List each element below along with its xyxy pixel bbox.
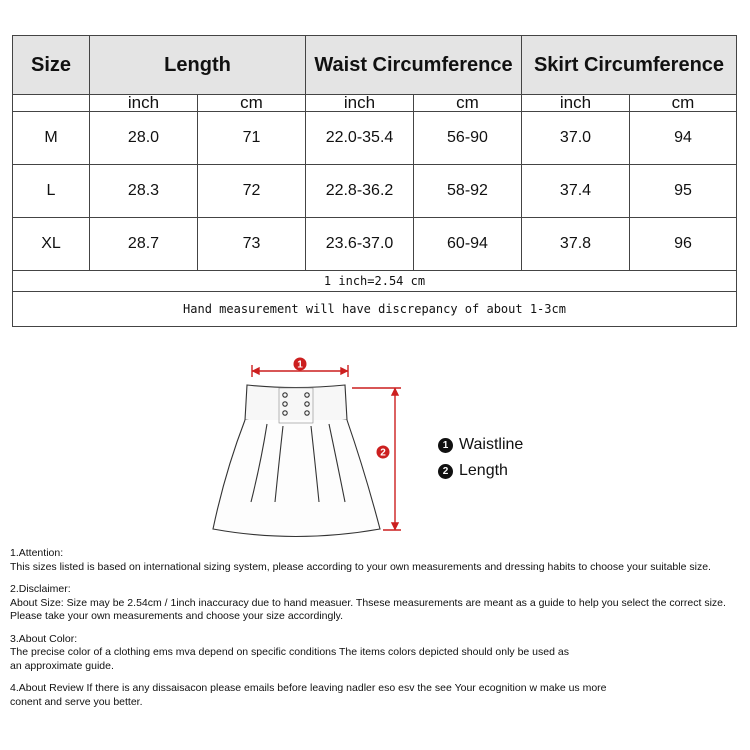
- table-cell: 22.0-35.4: [306, 112, 414, 165]
- table-cell: 72: [198, 165, 306, 218]
- size-label: XL: [13, 218, 90, 271]
- measurement-legend: [438, 432, 523, 484]
- table-cell: 37.0: [522, 112, 630, 165]
- legend-item-waistline: [438, 432, 523, 458]
- skirt-diagram: [195, 352, 425, 542]
- table-cell: 28.7: [90, 218, 198, 271]
- legend-number: 1: [438, 438, 453, 453]
- table-cell: 37.8: [522, 218, 630, 271]
- discrepancy-note-row: [13, 292, 737, 327]
- note-attention: [10, 547, 745, 574]
- header-row: [13, 36, 737, 95]
- legend-label: Waistline: [459, 436, 524, 453]
- note-line: conent and serve you better.: [10, 695, 143, 708]
- unit-cell: cm: [414, 95, 522, 112]
- note-line: About Size: Size may be 2.54cm / 1inch inaccuracy due to hand measuer. Thsese measurements are meant as a guide to help you select the correct size.: [10, 596, 726, 609]
- size-label: L: [13, 165, 90, 218]
- svg-text:1: 1: [297, 359, 303, 371]
- note-line: 1.Attention:: [10, 547, 64, 559]
- table-cell: 96: [630, 218, 737, 271]
- note-disclaimer: [10, 583, 745, 624]
- note-line: 4.About Review If there is any dissaisacon please emails before leaving nadler eso esv the see Your ecognition w make us more: [10, 682, 607, 694]
- note-line: 2.Disclaimer:: [10, 583, 71, 595]
- note-line: 3.About Color:: [10, 632, 78, 645]
- note-color: [10, 633, 745, 674]
- units-row: [13, 95, 737, 112]
- table-cell: 95: [630, 165, 737, 218]
- table-cell: 94: [630, 112, 737, 165]
- table-cell: 71: [198, 112, 306, 165]
- legend-label: Length: [459, 462, 508, 479]
- table-row: [13, 165, 737, 218]
- units-empty-cell: [13, 95, 90, 112]
- unit-cell: inch: [90, 95, 198, 112]
- marker-waistline: [294, 358, 307, 371]
- header-length: Length: [90, 36, 306, 95]
- legend-item-length: [438, 458, 523, 484]
- skirt-illustration: [213, 385, 380, 537]
- svg-text:2: 2: [380, 447, 386, 459]
- notes-section: [10, 547, 745, 718]
- table-cell: 58-92: [414, 165, 522, 218]
- table-cell: 60-94: [414, 218, 522, 271]
- conversion-note: 1 inch=2.54 cm: [13, 271, 737, 292]
- table-cell: 28.3: [90, 165, 198, 218]
- unit-cell: inch: [306, 95, 414, 112]
- table-cell: 73: [198, 218, 306, 271]
- unit-cell: inch: [522, 95, 630, 112]
- table-row: [13, 112, 737, 165]
- marker-length: [377, 446, 390, 459]
- note-line: Please take your own measurements and choose your size accordingly.: [10, 610, 344, 622]
- note-line: The precise color of a clothing ems mva depend on specific conditions The items colors depicted should only be used as: [10, 646, 569, 658]
- table-cell: 22.8-36.2: [306, 165, 414, 218]
- table-cell: 56-90: [414, 112, 522, 165]
- table-cell: 37.4: [522, 165, 630, 218]
- table-cell: 28.0: [90, 112, 198, 165]
- unit-cell: cm: [630, 95, 737, 112]
- unit-cell: cm: [198, 95, 306, 112]
- note-line: an approximate guide.: [10, 659, 114, 672]
- note-line: This sizes listed is based on international sizing system, please according to your own measurements and dressing habits to choose your suitable size.: [10, 560, 711, 573]
- size-chart-table: [12, 35, 737, 327]
- legend-number: 2: [438, 464, 453, 479]
- note-review: [10, 682, 745, 709]
- header-size: Size: [13, 36, 90, 95]
- table-row: [13, 218, 737, 271]
- conversion-note-row: [13, 271, 737, 292]
- header-waist-circumference: Waist Circumference: [306, 36, 522, 95]
- table-cell: 23.6-37.0: [306, 218, 414, 271]
- header-skirt-circumference: Skirt Circumference: [522, 36, 737, 95]
- discrepancy-note: Hand measurement will have discrepancy of about 1-3cm: [13, 292, 737, 327]
- size-label: M: [13, 112, 90, 165]
